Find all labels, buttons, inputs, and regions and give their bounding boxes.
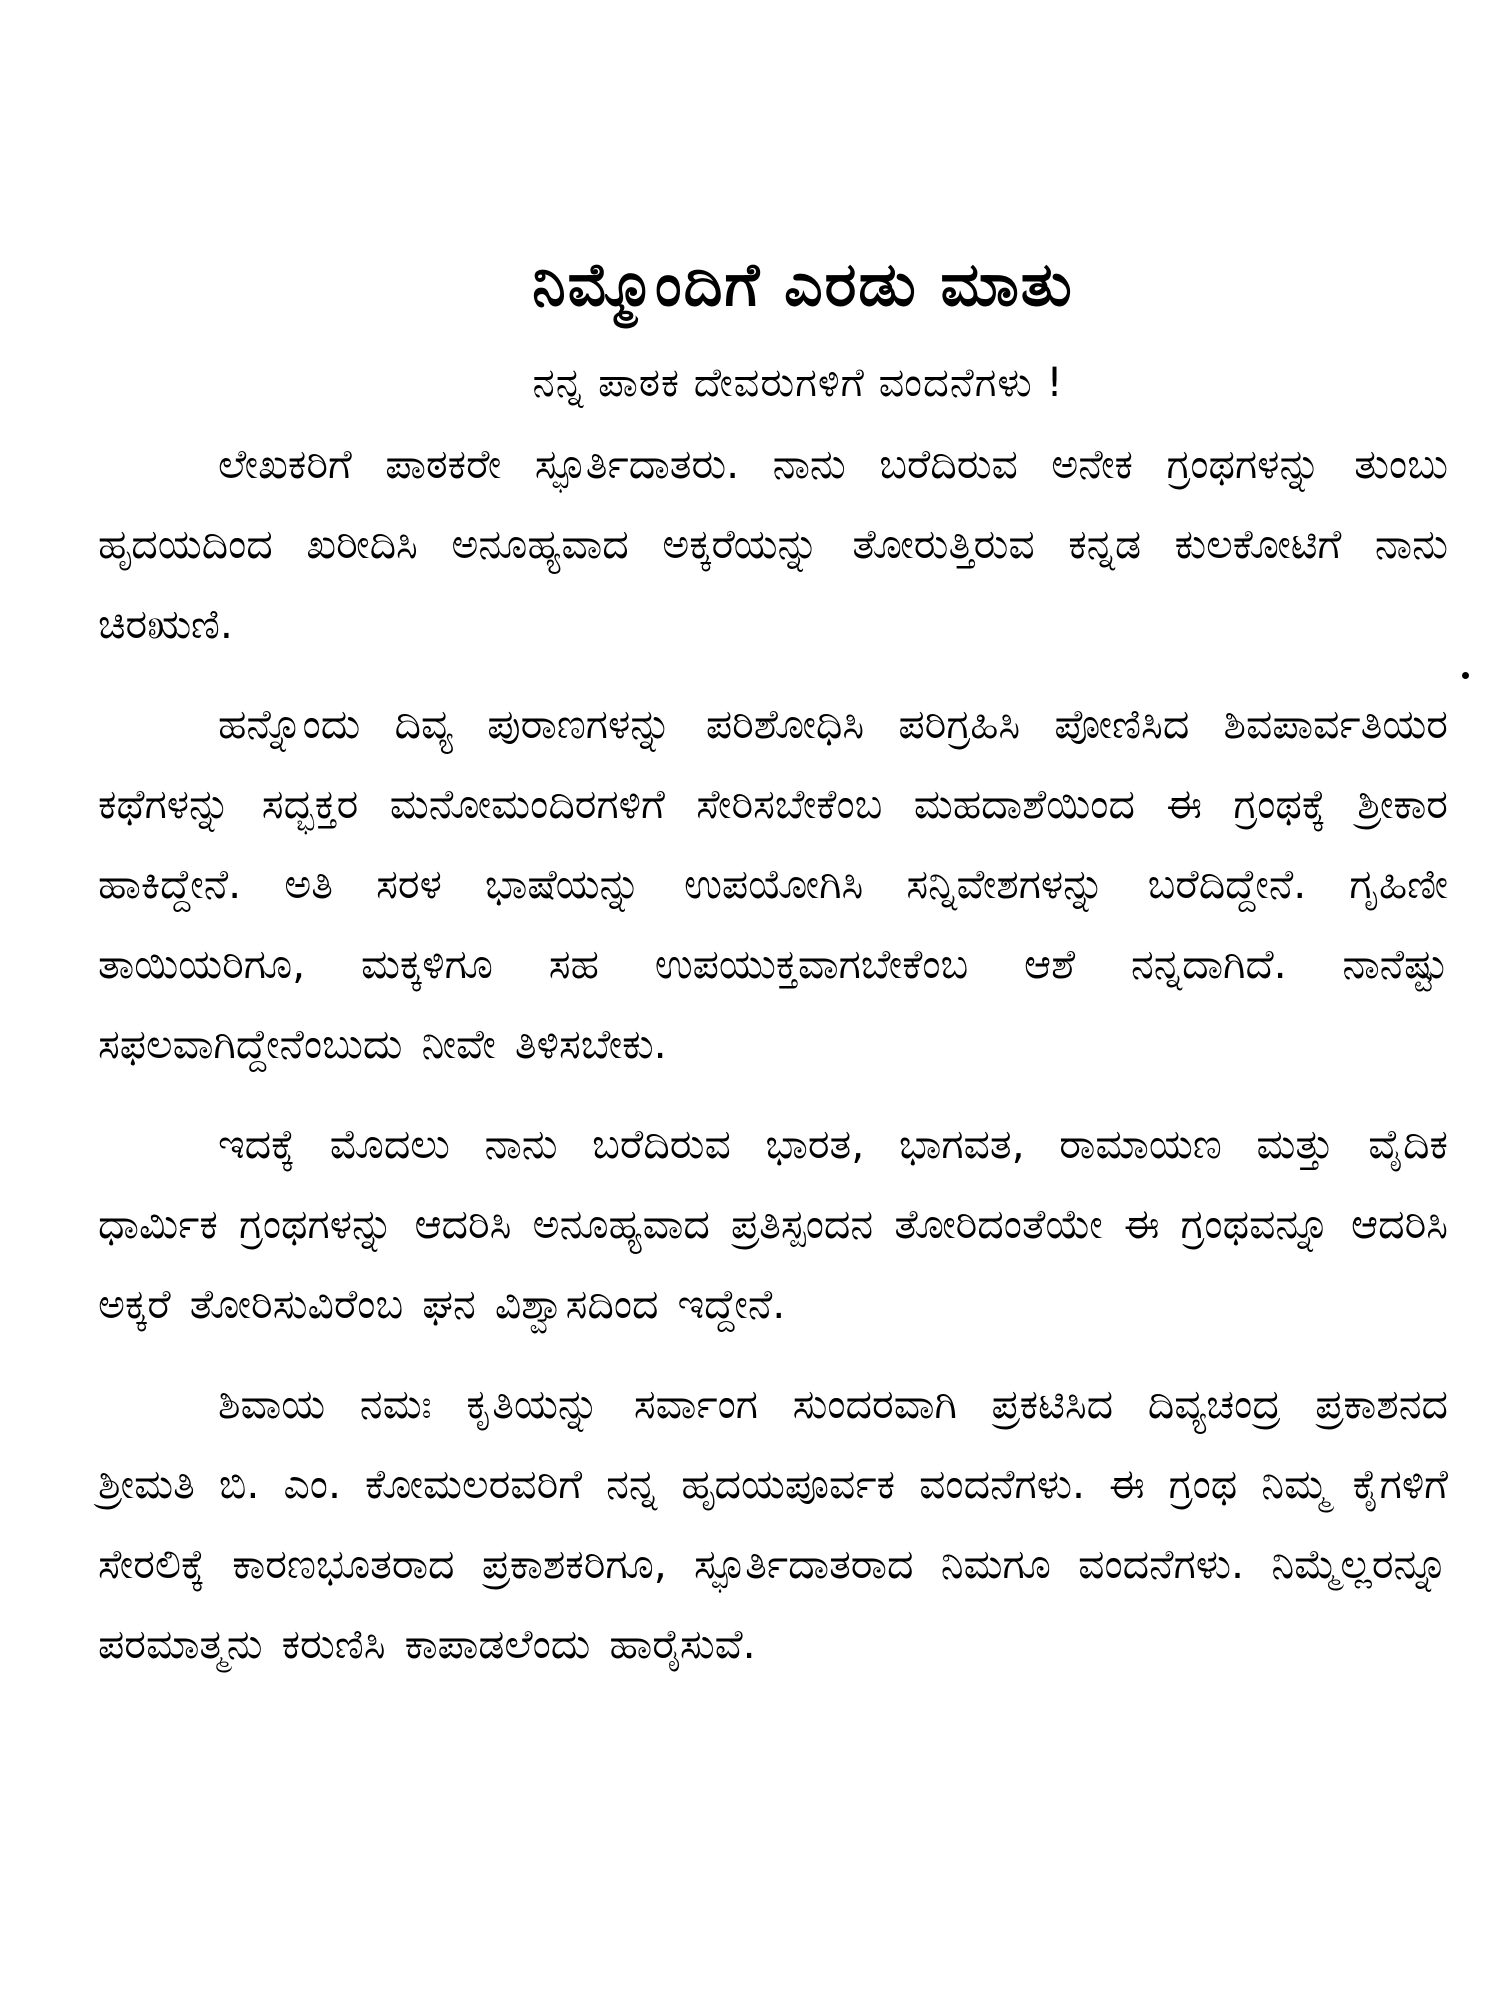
paragraph-4: ಶಿವಾಯ ನಮಃ ಕೃತಿಯನ್ನು ಸರ್ವಾಂಗ ಸುಂದರವಾಗಿ ಪ್ರಕಟಿಸಿದ ದಿವ್ಯಚಂದ್ರ ಪ್ರಕಾಶನದ ಶ್ರೀಮತಿ ಬಿ. ಎಂ. ಕೋಮಲರವರಿಗೆ ನನ್ನ ಹೃದಯಪೂರ್ವಕ ವಂದನೆಗಳು. ಈ ಗ್ರಂಥ ನಿಮ್ಮ ಕೈಗಳಿಗೆ ಸೇರಲಿಕ್ಕೆ ಕಾರಣಭೂತರಾದ ಪ್ರಕಾಶಕರಿಗೂ, ಸ್ಫೂರ್ತಿದಾತರಾದ ನಿಮಗೂ ವಂದನೆಗಳು. ನಿಮ್ಮೆಲ್ಲರನ್ನೂ ಪರಮಾತ್ಮನು ಕರುಣಿಸಿ ಕಾಪಾಡಲೆಂದು ಹಾರೈಸುವೆ.: [98, 1380, 1448, 1668]
salutation-line: ನನ್ನ ಪಾಠಕ ದೇವರುಗಳಿಗೆ ವಂದನೆಗಳು !: [532, 360, 1064, 406]
paragraph-3: ಇದಕ್ಕೆ ಮೊದಲು ನಾನು ಬರೆದಿರುವ ಭಾರತ, ಭಾಗವತ, ರಾಮಾಯಣ ಮತ್ತು ವೈದಿಕ ಧಾರ್ಮಿಕ ಗ್ರಂಥಗಳನ್ನು ಆದರಿಸಿ ಅನೂಹ್ಯವಾದ ಪ್ರತಿಸ್ಪಂದನ ತೋರಿದಂತೆಯೇ ಈ ಗ್ರಂಥವನ್ನೂ ಆದರಿಸಿ ಅಕ್ಕರೆ ತೋರಿಸುವಿರೆಂಬ ಘನ ವಿಶ್ವಾಸದಿಂದ ಇದ್ದೇನೆ.: [98, 1120, 1448, 1328]
paragraph-1: ಲೇಖಕರಿಗೆ ಪಾಠಕರೇ ಸ್ಫೂರ್ತಿದಾತರು. ನಾನು ಬರೆದಿರುವ ಅನೇಕ ಗ್ರಂಥಗಳನ್ನು ತುಂಬು ಹೃದಯದಿಂದ ಖರೀದಿಸಿ ಅನೂಹ್ಯವಾದ ಅಕ್ಕರೆಯನ್ನು ತೋರುತ್ತಿರುವ ಕನ್ನಡ ಕುಲಕೋಟಿಗೆ ನಾನು ಚಿರಋಣಿ.: [98, 440, 1448, 648]
page-title: ನಿಮ್ಮೊಂದಿಗೆ ಎರಡು ಮಾತು: [532, 250, 1074, 320]
paragraph-2: ಹನ್ನೊಂದು ದಿವ್ಯ ಪುರಾಣಗಳನ್ನು ಪರಿಶೋಧಿಸಿ ಪರಿಗ್ರಹಿಸಿ ಪೋಣಿಸಿದ ಶಿವಪಾರ್ವತಿಯರ ಕಥೆಗಳನ್ನು ಸದ್ಭಕ್ತರ ಮನೋಮಂದಿರಗಳಿಗೆ ಸೇರಿಸಬೇಕೆಂಬ ಮಹದಾಶೆಯಿಂದ ಈ ಗ್ರಂಥಕ್ಕೆ ಶ್ರೀಕಾರ ಹಾಕಿದ್ದೇನೆ. ಅತಿ ಸರಳ ಭಾಷೆಯನ್ನು ಉಪಯೋಗಿಸಿ ಸನ್ನಿವೇಶಗಳನ್ನು ಬರೆದಿದ್ದೇನೆ. ಗೃಹಿಣೀ ತಾಯಿಯರಿಗೂ, ಮಕ್ಕಳಿಗೂ ಸಹ ಉಪಯುಕ್ತವಾಗಬೇಕೆಂಬ ಆಶೆ ನನ್ನದಾಗಿದೆ. ನಾನೆಷ್ಟು ಸಫಲವಾಗಿದ್ದೇನೆಂಬುದು ನೀವೇ ತಿಳಿಸಬೇಕು.: [98, 700, 1448, 1068]
document-page: [98, 250, 1448, 1950]
ink-speck: [1462, 672, 1469, 679]
